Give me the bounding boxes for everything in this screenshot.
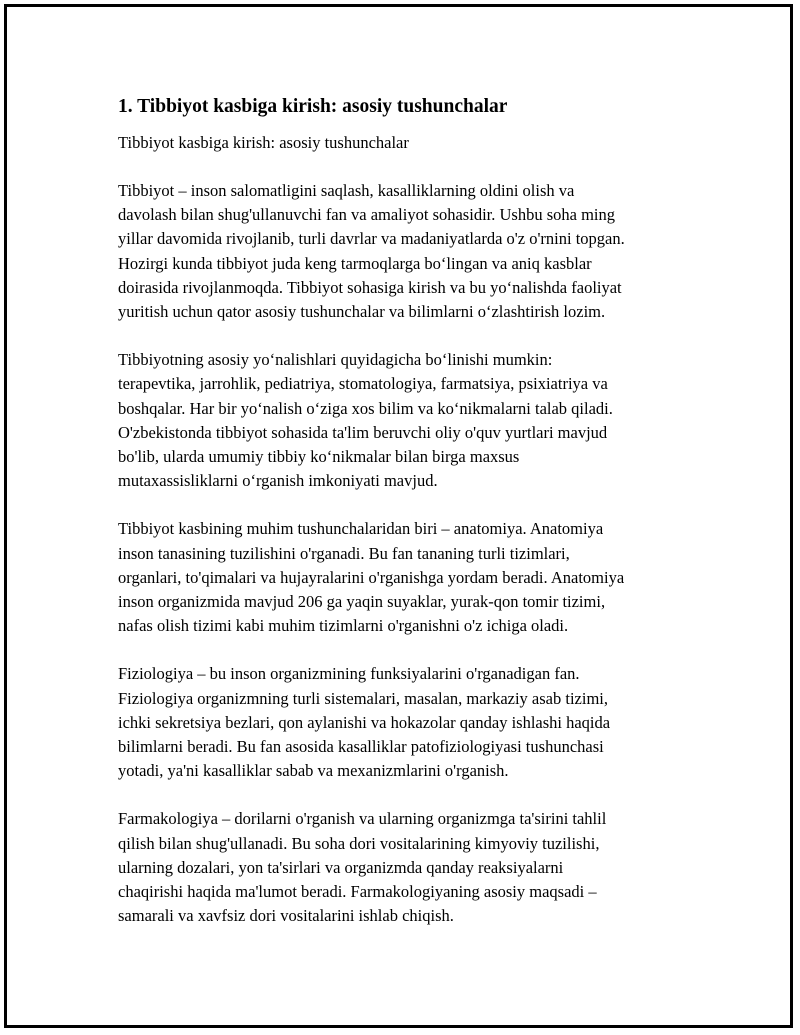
document-body	[118, 94, 718, 952]
paragraph-anatomy: Tibbiyot kasbining muhim tushunchalaridan biri – anatomiya. Anatomiya inson tanasining tuzilishini o'rganadi. Bu fan tananing turli tizimlari, organlari, to'qimalari va hujayralarini o'rganishga yordam beradi. Anatomiya inson organizmida mavjud 206 ga yaqin suyaklar, yurak-qon tomir tizimi, nafas olish tizimi kabi muhim tizimlarni o'rganishni o'z ichiga oladi.	[118, 519, 625, 636]
document-title: 1. Tibbiyot kasbiga kirish: asosiy tushunchalar	[118, 96, 508, 117]
paragraph-intro: Tibbiyot – inson salomatligini saqlash, kasalliklarning oldini olish va davolash bilan shug'ullanuvchi fan va amaliyot sohasidir. Ushbu soha ming yillar davomida rivojlanib, turli davrlar va madaniyatlarda o'z o'rnini topgan. Hozirgi kunda tibbiyot juda keng tarmoqlarga bo‘lingan va aniq kasblar doirasida rivojlanmoqda. Tibbiyot sohasiga kirish va bu yo‘nalishda faoliyat yuritish uchun qator asosiy tushunchalar va bilimlarni o‘zlashtirish lozim.	[118, 181, 625, 322]
paragraph-physiology: Fiziologiya – bu inson organizmining funksiyalarini o'rganadigan fan. Fiziologiya organizmning turli sistemalari, masalan, markaziy asab tizimi, ichki sekretsiya bezlari, qon aylanishi va hokazolar qanday ishlashi haqida bilimlarni beradi. Bu fan asosida kasalliklar patofiziologiyasi tushunchasi yotadi, ya'ni kasalliklar sabab va mexanizmlarini o'rganish.	[118, 664, 611, 781]
paragraph-directions: Tibbiyotning asosiy yo‘nalishlari quyidagicha bo‘linishi mumkin: terapevtika, jarrohlik, pediatriya, stomatologiya, farmatsiya, psixiatriya va boshqalar. Har bir yo‘nalish o‘ziga xos bilim va ko‘nikmalarni talab qiladi. O'zbekistonda tibbiyot sohasida ta'lim beruvchi oliy o'quv yurtlari mavjud bo'lib, ularda umumiy tibbiy ko‘nikmalar bilan birga maxsus mutaxassisliklarni o‘rganish imkoniyati mavjud.	[118, 350, 613, 491]
document-subtitle: Tibbiyot kasbiga kirish: asosiy tushunchalar	[118, 133, 409, 152]
paragraph-pharmacology: Farmakologiya – dorilarni o'rganish va ularning organizmga ta'sirini tahlil qilish bilan shug'ullanadi. Bu soha dori vositalarining kimyoviy tuzilishi, ularning dozalari, yon ta'sirlari va organizmda qanday reaksiyalarni chaqirishi haqida ma'lumot beradi. Farmakologiyaning asosiy maqsadi – samarali va xavfsiz dori vositalarini ishlab chiqish.	[118, 809, 607, 926]
